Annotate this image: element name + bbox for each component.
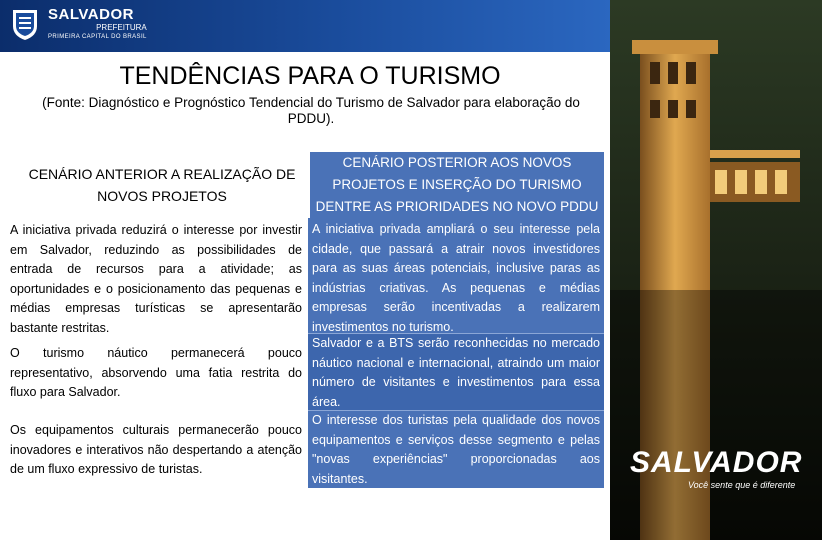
right-cell-3: O interesse dos turistas pela qualidade dos novos equipamentos e serviços desse segmento e pelas "novas experiências" proporcionadas aos visitantes.	[308, 411, 604, 488]
header-bar	[0, 0, 610, 52]
page-subtitle: (Fonte: Diagnóstico e Prognóstico Tendencial do Turismo de Salvador para elaboração do PDDU).	[42, 95, 580, 126]
left-column-header: CENÁRIO ANTERIOR A REALIZAÇÃO DE NOVOS PROJETOS	[28, 166, 296, 204]
prefeitura-logo	[10, 6, 147, 42]
right-cell-2: Salvador e a BTS serão reconhecidas no mercado náutico nacional e internacional, atraindo um maior número de visitantes e investimentos para essa área.	[308, 334, 604, 410]
brand-tagline: Você sente que é diferente	[688, 480, 796, 490]
city-crest-icon	[10, 6, 40, 42]
left-cell-1: A iniciativa privada reduzirá o interesse por investir em Salvador, reduzindo as possibilidades de entrada de recursos para a atividade; as oportunidades e o posicionamento das pequenas e médias empresas turísticas se apresentarão bastante restritas.	[10, 223, 302, 335]
logo-name: SALVADOR	[48, 5, 134, 23]
salvador-brand-logo	[630, 448, 810, 490]
logo-tagline: PRIMEIRA CAPITAL DO BRASIL	[48, 33, 147, 40]
left-cell-2: O turismo náutico permanecerá pouco representativo, absorvendo uma fatia restrita do fluxo para Salvador.	[10, 346, 302, 399]
logo-subtitle: PREFEITURA	[96, 22, 147, 32]
page-title: TENDÊNCIAS PARA O TURISMO	[119, 62, 501, 90]
left-cell-3: Os equipamentos culturais permanecerão pouco inovadores e interativos não despertando a atenção de um fluxo expressivo de turistas.	[10, 423, 302, 476]
right-cell-1: A iniciativa privada ampliará o seu interesse pela cidade, que passará a atrair novos investidores para as suas áreas potenciais, inclusive paras as indústrias criativas. As pequenas e médias empresas serão incentivadas a realizarem investimentos no turismo.	[308, 218, 604, 333]
brand-name: SALVADOR	[630, 446, 803, 479]
right-column-header: CENÁRIO POSTERIOR AOS NOVOS PROJETOS E INSERÇÃO DO TURISMO DENTRE AS PRIORIDADES NO NOVO PDDU	[310, 152, 604, 218]
